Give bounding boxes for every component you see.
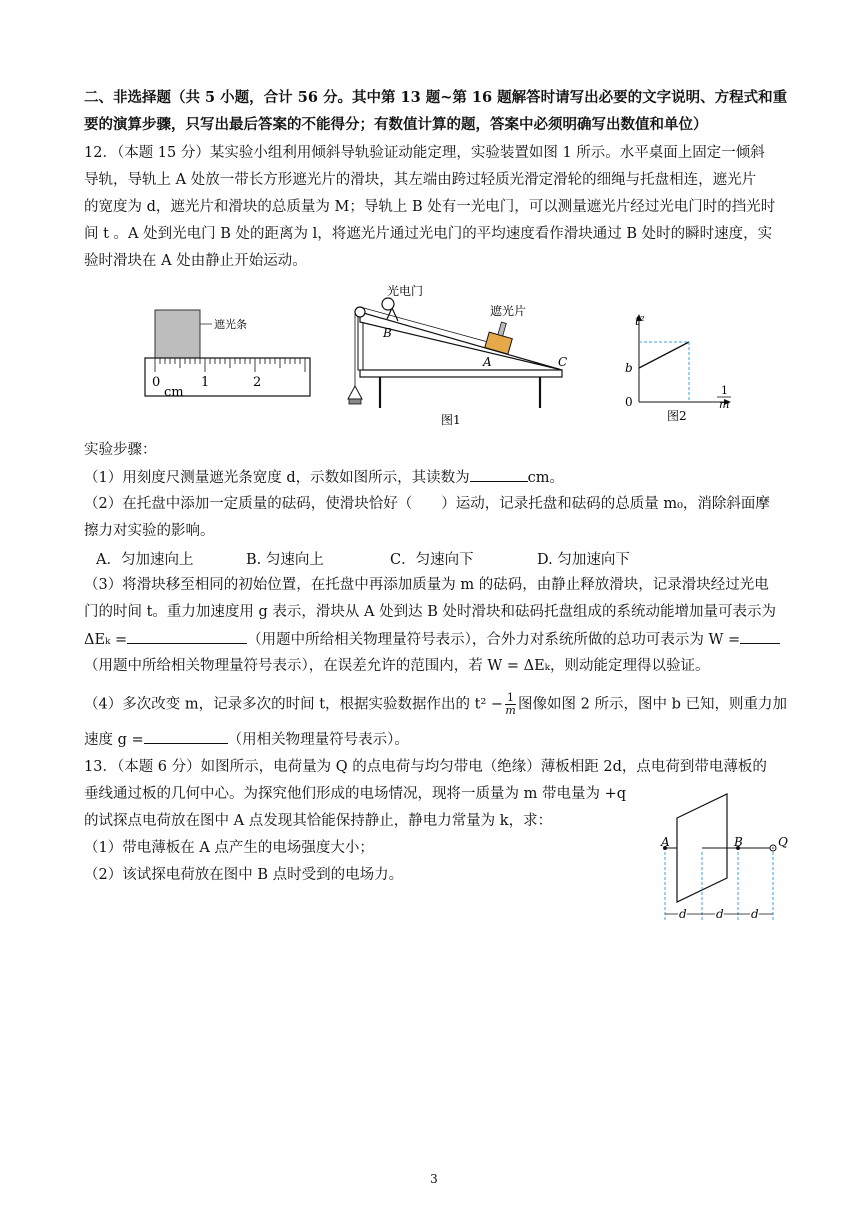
point-a-label: A	[483, 355, 492, 369]
incline-track	[360, 312, 562, 370]
graph-origin: 0	[625, 395, 633, 409]
ruler-unit: cm	[164, 385, 184, 400]
ruler-tick-1: 1	[201, 375, 210, 390]
point-c-label: C	[558, 355, 568, 369]
step4-text-a: （4）多次改变 m，记录多次的时间 t，根据实验数据作出的 t² −	[84, 696, 504, 713]
figure-2-graph	[615, 310, 745, 425]
q13-line3: 的试探点电荷放在图中 A 点发现其恰能保持静止，静电力常量为 k，求：	[84, 813, 553, 829]
page-number: 3	[430, 1172, 438, 1186]
shade-plate-label: 遮光片	[490, 304, 527, 318]
q13-line1: 13．（本题 6 分）如图所示，电荷量为 Q 的点电荷与均匀带电（绝缘）薄板相距 2d，点电荷到带电薄板的	[84, 759, 767, 775]
step3-line2: 门的时间 t。重力加速度用 g 表示，滑块从 A 处到达 B 处时滑块和砝码托盘组成的系统动能增加量可表示为	[84, 604, 776, 620]
fig-d3-label: d	[751, 907, 759, 921]
step2-line1: （2）在托盘中添加一定质量的砝码，使滑块恰好（ ）运动，记录托盘和砝码的总质量 m₀，消除斜面摩	[84, 496, 770, 512]
section-title-line1: 二、非选择题（共 5 小题，合计 56 分。其中第 13 题~第 16 题解答时请写出必要的文字说明、方程式和重	[84, 89, 788, 106]
step4-line1	[84, 692, 787, 717]
step4-fraction	[505, 692, 516, 717]
table-top	[360, 370, 562, 377]
step3-line1: （3）将滑块移至相同的初始位置，在托盘中再添加质量为 m 的砝码，由静止释放滑块，记录滑块经过光电	[84, 577, 769, 593]
ruler-tick-0: 0	[152, 375, 161, 390]
step4-frac-den: m	[505, 704, 516, 717]
work-blank[interactable]	[740, 629, 780, 644]
figure-1-caption: 图1	[441, 413, 461, 427]
steps-title: 实验步骤：	[84, 442, 157, 458]
graph-line	[639, 342, 689, 368]
photogate-icon	[382, 298, 394, 310]
option-c[interactable]: C．匀速向下	[390, 552, 474, 568]
section-title-line2: 要的演算步骤，只写出最后答案的不能得分；有数值计算的题，答案中必须明确写出数值和单位）	[84, 116, 708, 133]
graph-b-label: b	[625, 361, 633, 375]
shade-strip	[155, 310, 200, 358]
graph-xlabel-den: m	[719, 398, 730, 411]
step3-line4: （用题中所给相关物理量符号表示），在误差允许的范围内，若 W = ΔEₖ，则动能定理得以验证。	[84, 658, 710, 674]
option-a[interactable]: A．匀加速向上	[96, 552, 194, 568]
graph-ylabel: t²	[635, 314, 645, 328]
shade-plate	[498, 322, 506, 336]
fig-d1-label: d	[679, 907, 687, 921]
q13-line4: （1）带电薄板在 A 点产生的电场强度大小；	[84, 840, 374, 856]
figure-1-apparatus	[340, 282, 575, 432]
fig-q-label: Q	[778, 835, 788, 849]
q13-figure	[650, 788, 790, 928]
step3-line3	[84, 629, 780, 650]
g-label: 速度 g =	[84, 732, 144, 748]
step1-line	[84, 467, 564, 488]
step4-line2	[84, 729, 409, 750]
graph-xlabel-num: 1	[721, 384, 728, 397]
delta-ek-blank[interactable]	[127, 629, 247, 644]
tray-icon	[348, 386, 362, 399]
q13-line5: （2）该试探电荷放在图中 B 点时受到的电场力。	[84, 867, 404, 883]
figure-2-caption: 图2	[667, 409, 687, 423]
q12-line2: 导轨，导轨上 A 处放一带长方形遮光片的滑块，其左端由跨过轻质光滑定滑轮的细绳与托盘相连，遮光片	[84, 172, 757, 188]
photogate-label: 光电门	[387, 284, 424, 298]
option-d[interactable]: D. 匀加速向下	[537, 552, 630, 568]
shade-strip-label: 遮光条	[214, 318, 247, 331]
step4-frac-num: 1	[507, 691, 515, 704]
ruler-figure	[140, 300, 315, 405]
point-b-label: B	[383, 326, 392, 340]
pulley-post	[358, 316, 363, 370]
g-answer-blank[interactable]	[144, 729, 228, 744]
q12-line4: 间 t 。A 处到光电门 B 处的距离为 l，将遮光片通过光电门的平均速度看作滑块通过 B 处时的瞬时速度，实	[84, 226, 773, 242]
step1-unit: cm。	[527, 470, 564, 486]
q12-line1: 12．（本题 15 分）某实验小组利用倾斜导轨验证动能定理，实验装置如图 1 所示。水平桌面上固定一倾斜	[84, 145, 765, 161]
step1-text: （1）用刻度尺测量遮光条宽度 d，示数如图所示，其读数为	[84, 470, 470, 486]
delta-ek-label: ΔEₖ =	[84, 632, 128, 648]
ruler-tick-2: 2	[253, 375, 262, 390]
fig-b-label: B	[734, 835, 743, 849]
pulley-icon	[355, 307, 365, 317]
step1-answer-blank[interactable]	[470, 467, 528, 482]
q12-line3: 的宽度为 d，遮光片和滑块的总质量为 M；导轨上 B 处有一光电门，可以测量遮光片经过光电门时的挡光时	[84, 199, 776, 215]
step4-text-b: 图像如图 2 所示，图中 b 已知，则重力加	[518, 696, 787, 713]
step3-line3-text: （用题中所给相关物理量符号表示），合外力对系统所做的总功可表示为 W =	[247, 632, 741, 648]
step4-line2-text: （用相关物理量符号表示）。	[227, 732, 409, 748]
fig-d2-label: d	[716, 907, 724, 921]
step2-line2: 擦力对实验的影响。	[84, 523, 215, 539]
q13-line2: 垂线通过板的几何中心。为探究他们形成的电场情况，现将一质量为 m 带电量为 +q	[84, 786, 627, 802]
option-b[interactable]: B. 匀速向上	[246, 552, 324, 568]
q12-line5: 验时滑块在 A 处由静止开始运动。	[84, 253, 307, 269]
fig-a-label: A	[661, 835, 670, 849]
